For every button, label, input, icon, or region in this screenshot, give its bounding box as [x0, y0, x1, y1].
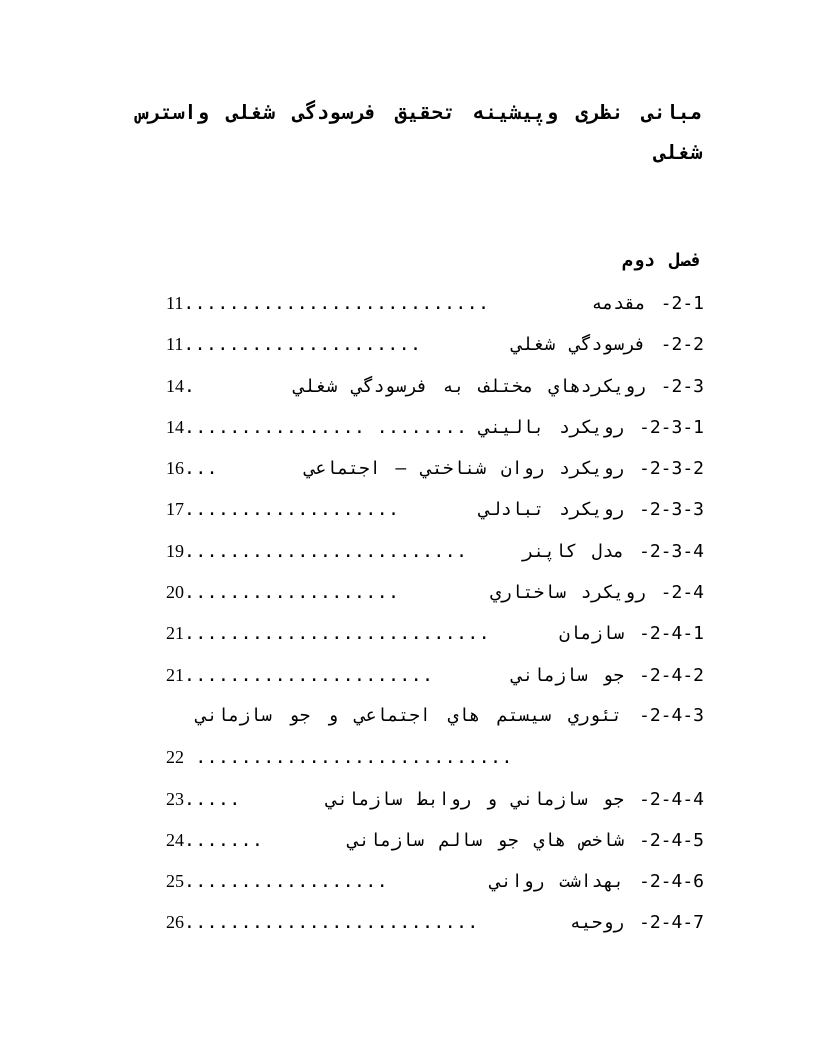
toc-dot-leader: ................... — [184, 582, 400, 604]
toc-entry-title: 2-3-3- رويكرد تبادلي — [479, 499, 704, 521]
toc-entry-title: 2-2- فرسودگي شغلي — [511, 334, 704, 356]
toc-page-number: 19 — [166, 540, 184, 561]
toc-page-number: 24 — [166, 829, 184, 850]
toc-dot-leader: ................ ........ — [184, 416, 468, 438]
toc-page-number: 26 — [166, 912, 184, 933]
toc-page-number: 22 — [166, 747, 184, 768]
toc-page-number: 21 — [166, 664, 184, 685]
toc-row[interactable] — [0, 612, 816, 653]
toc-row[interactable] — [0, 695, 816, 736]
toc-entry-title: 2-4-5- شاخص هاي جو سالم سازماني — [348, 829, 704, 851]
toc-page-number: 14 — [166, 416, 184, 437]
toc-dot-leader: .......................... — [184, 912, 479, 934]
toc-dot-leader: ................... — [184, 499, 400, 521]
toc-dot-leader: ..... — [184, 788, 241, 810]
toc-row[interactable] — [0, 860, 816, 901]
toc-entry-title: 2-4-2- جو سازماني — [511, 664, 704, 686]
toc-row[interactable] — [0, 654, 816, 695]
toc-row[interactable] — [0, 282, 816, 323]
toc-page-number: 20 — [166, 582, 184, 603]
toc-page-number: 16 — [166, 458, 184, 479]
toc-row[interactable] — [0, 530, 816, 571]
toc-entry-title: 2-4-4- جو سازماني و روابط سازماني — [326, 788, 704, 810]
toc-dot-leader: ............................ — [195, 747, 513, 769]
toc-page-number: 14 — [166, 375, 184, 396]
toc-entry-title: 2-4-3- تئوري سيستم هاي اجتماعي و جو سازماني — [196, 704, 704, 726]
toc-page-number: 17 — [166, 499, 184, 520]
toc-row-continuation — [0, 736, 816, 777]
table-of-contents — [0, 282, 816, 943]
toc-entry-title: 2-3-4- مدل كاپنر — [522, 540, 704, 562]
toc-entry-title: 2-4- رويكرد ساختاري — [490, 582, 704, 604]
toc-row[interactable] — [0, 406, 816, 447]
toc-row[interactable] — [0, 447, 816, 488]
toc-entry-title: 2-4-7- روحيه — [569, 912, 704, 934]
chapter-heading: فصل دوم — [622, 250, 702, 271]
toc-row[interactable] — [0, 365, 816, 406]
toc-page-number: 11 — [166, 293, 184, 313]
toc-dot-leader: ... — [184, 458, 219, 480]
toc-row[interactable] — [0, 488, 816, 529]
toc-dot-leader: ......................... — [184, 540, 468, 562]
toc-entry-title: 2-1- مقدمه — [591, 293, 704, 314]
toc-dot-leader: ..................... — [183, 334, 422, 356]
toc-page-number: 21 — [166, 623, 184, 644]
toc-dot-leader: ........................... — [183, 293, 490, 314]
toc-row[interactable] — [0, 323, 816, 364]
toc-entry-title: 2-4-1- سازمان — [559, 623, 704, 645]
toc-entry-title: 2-3-2- رويكرد روان شناختي – اجتماعي — [304, 458, 704, 480]
toc-dot-leader: .................. — [184, 871, 389, 893]
toc-row[interactable] — [0, 901, 816, 942]
toc-row[interactable] — [0, 571, 816, 612]
toc-dot-leader: ...................... — [184, 664, 434, 686]
toc-dot-leader: ........................... — [184, 623, 491, 645]
document-title: مبانی نظری وپیشینه تحقیق فرسودگی شغلی واسترس شغلی — [136, 100, 702, 164]
toc-entry-title: 2-3-1- رويكرد باليني — [479, 416, 704, 438]
toc-page-number: 25 — [166, 871, 184, 892]
toc-row[interactable] — [0, 819, 816, 860]
toc-dot-leader: ....... — [184, 829, 264, 851]
toc-row[interactable] — [0, 778, 816, 819]
toc-dot-leader: . — [184, 375, 196, 397]
toc-entry-title: 2-4-6- بهداشت رواني — [490, 871, 704, 893]
toc-page-number: 11 — [166, 334, 184, 355]
toc-entry-title: 2-3- رويكردهاي مختلف به فرسودگي شغلي — [293, 375, 704, 397]
toc-page-number: 23 — [166, 788, 184, 809]
